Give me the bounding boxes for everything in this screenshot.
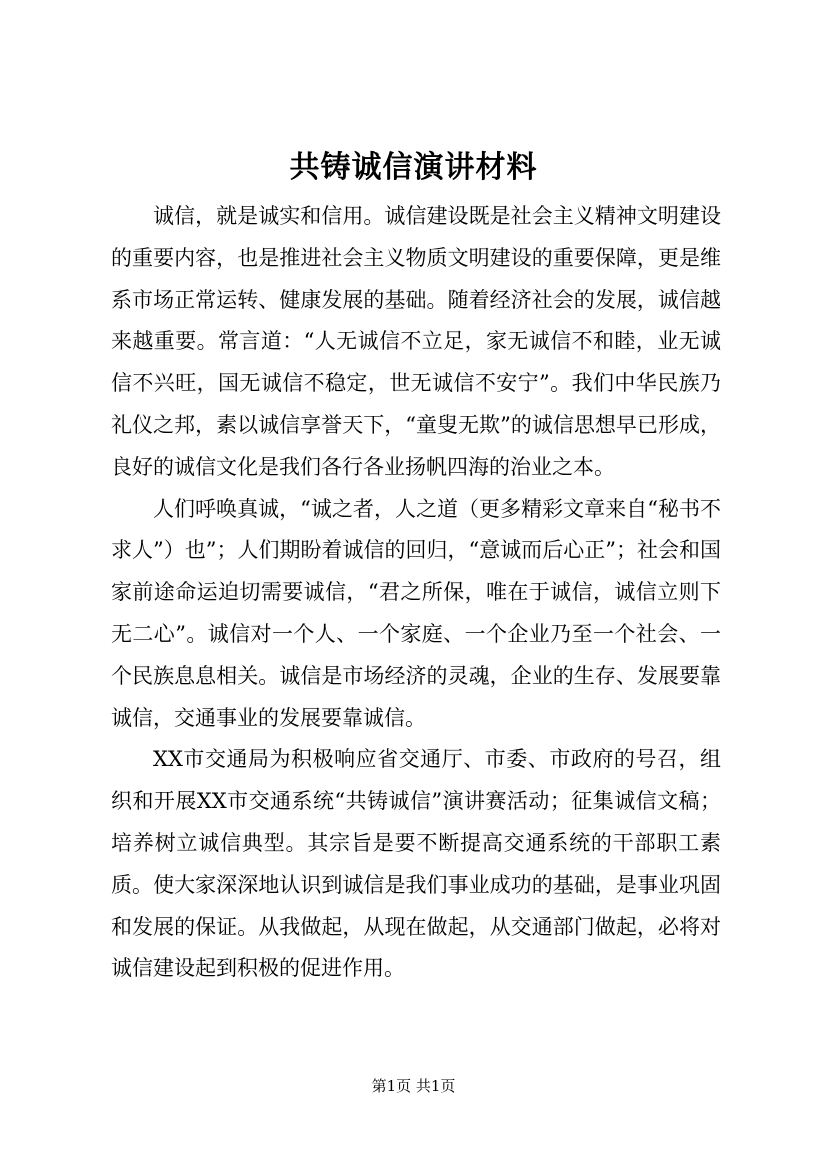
document-body bbox=[111, 196, 721, 990]
paragraph-1: 诚信，就是诚实和信用。诚信建设既是社会主义精神文明建设的重要内容，也是推进社会主义物质文明建设的重要保障，更是维系市场正常运转、健康发展的基础。随着经济社会的发展，诚信越来越重要。常言道：“人无诚信不立足，家无诚信不和睦，业无诚信不兴旺，国无诚信不稳定，世无诚信不安宁”。我们中华民族乃礼仪之邦，素以诚信享誉天下，“童叟无欺”的诚信思想早已形成，良好的诚信文化是我们各行各业扬帆四海的治业之本。 bbox=[111, 204, 721, 479]
paragraph-3: XX市交通局为积极响应省交通厅、市委、市政府的号召，组织和开展XX市交通系统“共铸诚信”演讲赛活动；征集诚信文稿；培养树立诚信典型。其宗旨是要不断提高交通系统的干部职工素质。使大家深深地认识到诚信是我们事业成功的基础，是事业巩固和发展的保证。从我做起，从现在做起，从交通部门做起，必将对诚信建设起到积极的促进作用。 bbox=[111, 747, 721, 981]
page-number-footer: 第1页 共1页 bbox=[371, 1077, 456, 1095]
paragraph-2: 人们呼唤真诚，“诚之者，人之道（更多精彩文章来自“秘书不求人”）也”；人们期盼着诚信的回归，“意诚而后心正”；社会和国家前途命运迫切需要诚信，“君之所保，唯在于诚信，诚信立则下无二心”。诚信对一个人、一个家庭、一个企业乃至一个社会、一个民族息息相关。诚信是市场经济的灵魂，企业的生存、发展要靠诚信，交通事业的发展要靠诚信。 bbox=[111, 496, 721, 730]
document-title: 共铸诚信演讲材料 bbox=[289, 150, 538, 185]
